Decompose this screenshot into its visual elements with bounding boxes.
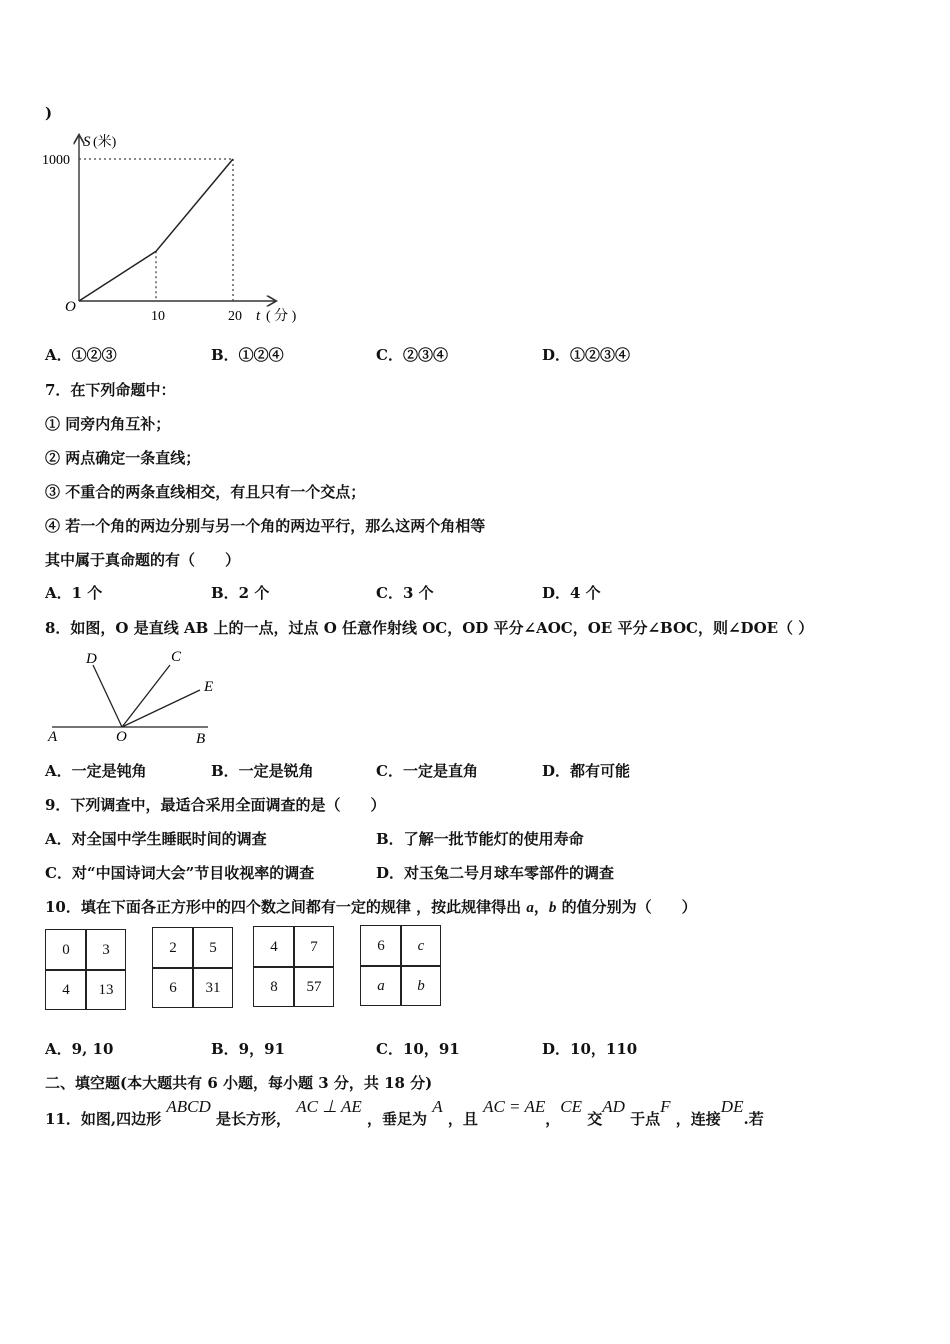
square-3-cell-tl: 4 [270,938,278,955]
q11-m8: DE [720,1097,744,1116]
q11-t4: ，且 [447,1110,478,1128]
q11-t2: 是长方形， [215,1110,291,1128]
square-3-cell-tr: 7 [310,938,318,955]
q10-stem-post: 的值分别为（ ） [556,898,697,916]
q7-item-2: ② 两点确定一条直线； [45,449,201,467]
number-square-1 [45,929,126,1010]
square-2-cell-bl: 6 [169,979,177,996]
q11-t7: 于点 [630,1110,661,1128]
q11-t8: ，连接 [675,1110,721,1128]
q11-t3: ，垂足为 [366,1110,427,1128]
q11-m1: ABCD [166,1097,211,1116]
q9-option-c: C．对“中国诗词大会”节目收视率的调查 [45,864,315,882]
square-1-cell-bl: 4 [62,981,70,998]
y-axis-unit: (米) [93,135,117,150]
q11-m4: AC = AE [483,1097,546,1116]
q7-item-3: ③ 不重合的两条直线相交，有且只有一个交点； [45,483,366,501]
q10-stem [45,896,697,917]
q8-angle-figure [40,645,230,750]
q7-option-c: C．3 个 [376,584,434,602]
q7-option-b: B．2 个 [211,584,270,602]
square-1-cell-tl: 0 [62,941,70,958]
square-4-cell-tl: 6 [377,937,385,954]
ray-od [93,665,122,727]
square-1-cell-tr: 3 [102,941,110,958]
label-b: B [196,731,206,747]
q11-t1: 11．如图,四边形 [45,1110,162,1128]
ray-oc [122,665,170,727]
q10-sep: ， [533,898,549,916]
q11-t6: 交 [587,1110,603,1128]
q11-stem [45,1097,764,1129]
label-o: O [116,729,127,745]
q10-stem-pre: 10．填在下面各正方形中的四个数之间都有一定的规律 ，按此规律得出 [45,898,527,916]
series-line [79,159,233,301]
q11-m6: AD [602,1097,625,1116]
q8-option-c: C．一定是直角 [376,762,478,780]
q8-stem: 8．如图，O 是直线 AB 上的一点，过点 O 任意作射线 OC，OD 平分∠AOC，OE 平分∠BOC，则∠DOE（ ） [45,619,814,637]
q6-option-a: A．①②③ [45,346,117,364]
square-4-cell-bl: a [377,977,385,994]
ray-oe [122,690,200,727]
q10-var-a: a [526,900,534,916]
q6-option-b: B．①②④ [211,346,284,364]
x-tick-10: 10 [151,309,165,324]
q11-m2: AC ⊥ AE [296,1097,362,1116]
label-a: A [48,729,58,745]
q9-option-b: B．了解一批节能灯的使用寿命 [376,830,584,848]
q10-option-a: A．9, 10 [45,1040,114,1058]
q10-option-d: D．10，110 [542,1040,638,1058]
q8-option-d: D．都有可能 [542,762,631,780]
q7-question: 其中属于真命题的有（ ） [45,551,241,569]
q9-stem: 9．下列调查中，最适合采用全面调查的是（ ） [45,796,386,814]
q9-option-d: D．对玉兔二号月球车零部件的调查 [376,864,615,882]
square-4-cell-br: b [417,977,425,994]
q8-option-b: B．一定是锐角 [211,762,314,780]
q11-t5: ， [545,1110,561,1128]
square-3-cell-br: 57 [306,978,322,995]
label-e: E [204,679,214,695]
x-axis-unit: ( 分 ) [266,309,297,324]
q10-option-b: B．9，91 [211,1040,285,1058]
q6-distance-time-chart [40,128,320,328]
q9-option-a: A．对全国中学生睡眠时间的调查 [45,830,267,848]
origin-label: O [65,299,76,315]
label-d: D [86,651,97,667]
y-tick-1000: 1000 [42,153,70,168]
q8-option-a: A．一定是钝角 [45,762,147,780]
q11-m7: F [660,1097,671,1116]
square-2-cell-tl: 2 [169,939,177,956]
number-square-4 [360,925,441,1006]
square-2-cell-br: 31 [205,979,221,996]
q7-item-1: ① 同旁内角互补； [45,415,171,433]
x-axis-var: t [256,308,261,324]
q7-stem: 7．在下列命题中： [45,381,176,399]
number-square-2 [152,927,233,1008]
x-tick-20: 20 [228,309,242,324]
q6-tail: ) [45,104,53,122]
q10-option-c: C．10，91 [376,1040,460,1058]
q10-var-b: b [548,900,557,916]
q6-option-d: D．①②③④ [542,346,631,364]
square-3-cell-bl: 8 [270,978,278,995]
y-axis-var: S [83,134,91,150]
q11-t9: .若 [743,1110,764,1128]
number-square-3 [253,926,334,1007]
square-1-cell-br: 13 [98,981,114,998]
q11-m5: CE [560,1097,582,1116]
q6-option-c: C．②③④ [376,346,448,364]
q11-m3: A [432,1097,443,1116]
square-2-cell-tr: 5 [209,939,217,956]
section-2-title: 二、填空题(本大题共有 6 小题，每小题 3 分，共 18 分) [45,1074,433,1092]
square-4-cell-tr: c [417,937,425,954]
q7-option-a: A．1 个 [45,584,103,602]
q7-item-4: ④ 若一个角的两边分别与另一个角的两边平行，那么这两个角相等 [45,517,486,535]
label-c: C [171,649,182,665]
q7-option-d: D．4 个 [542,584,601,602]
